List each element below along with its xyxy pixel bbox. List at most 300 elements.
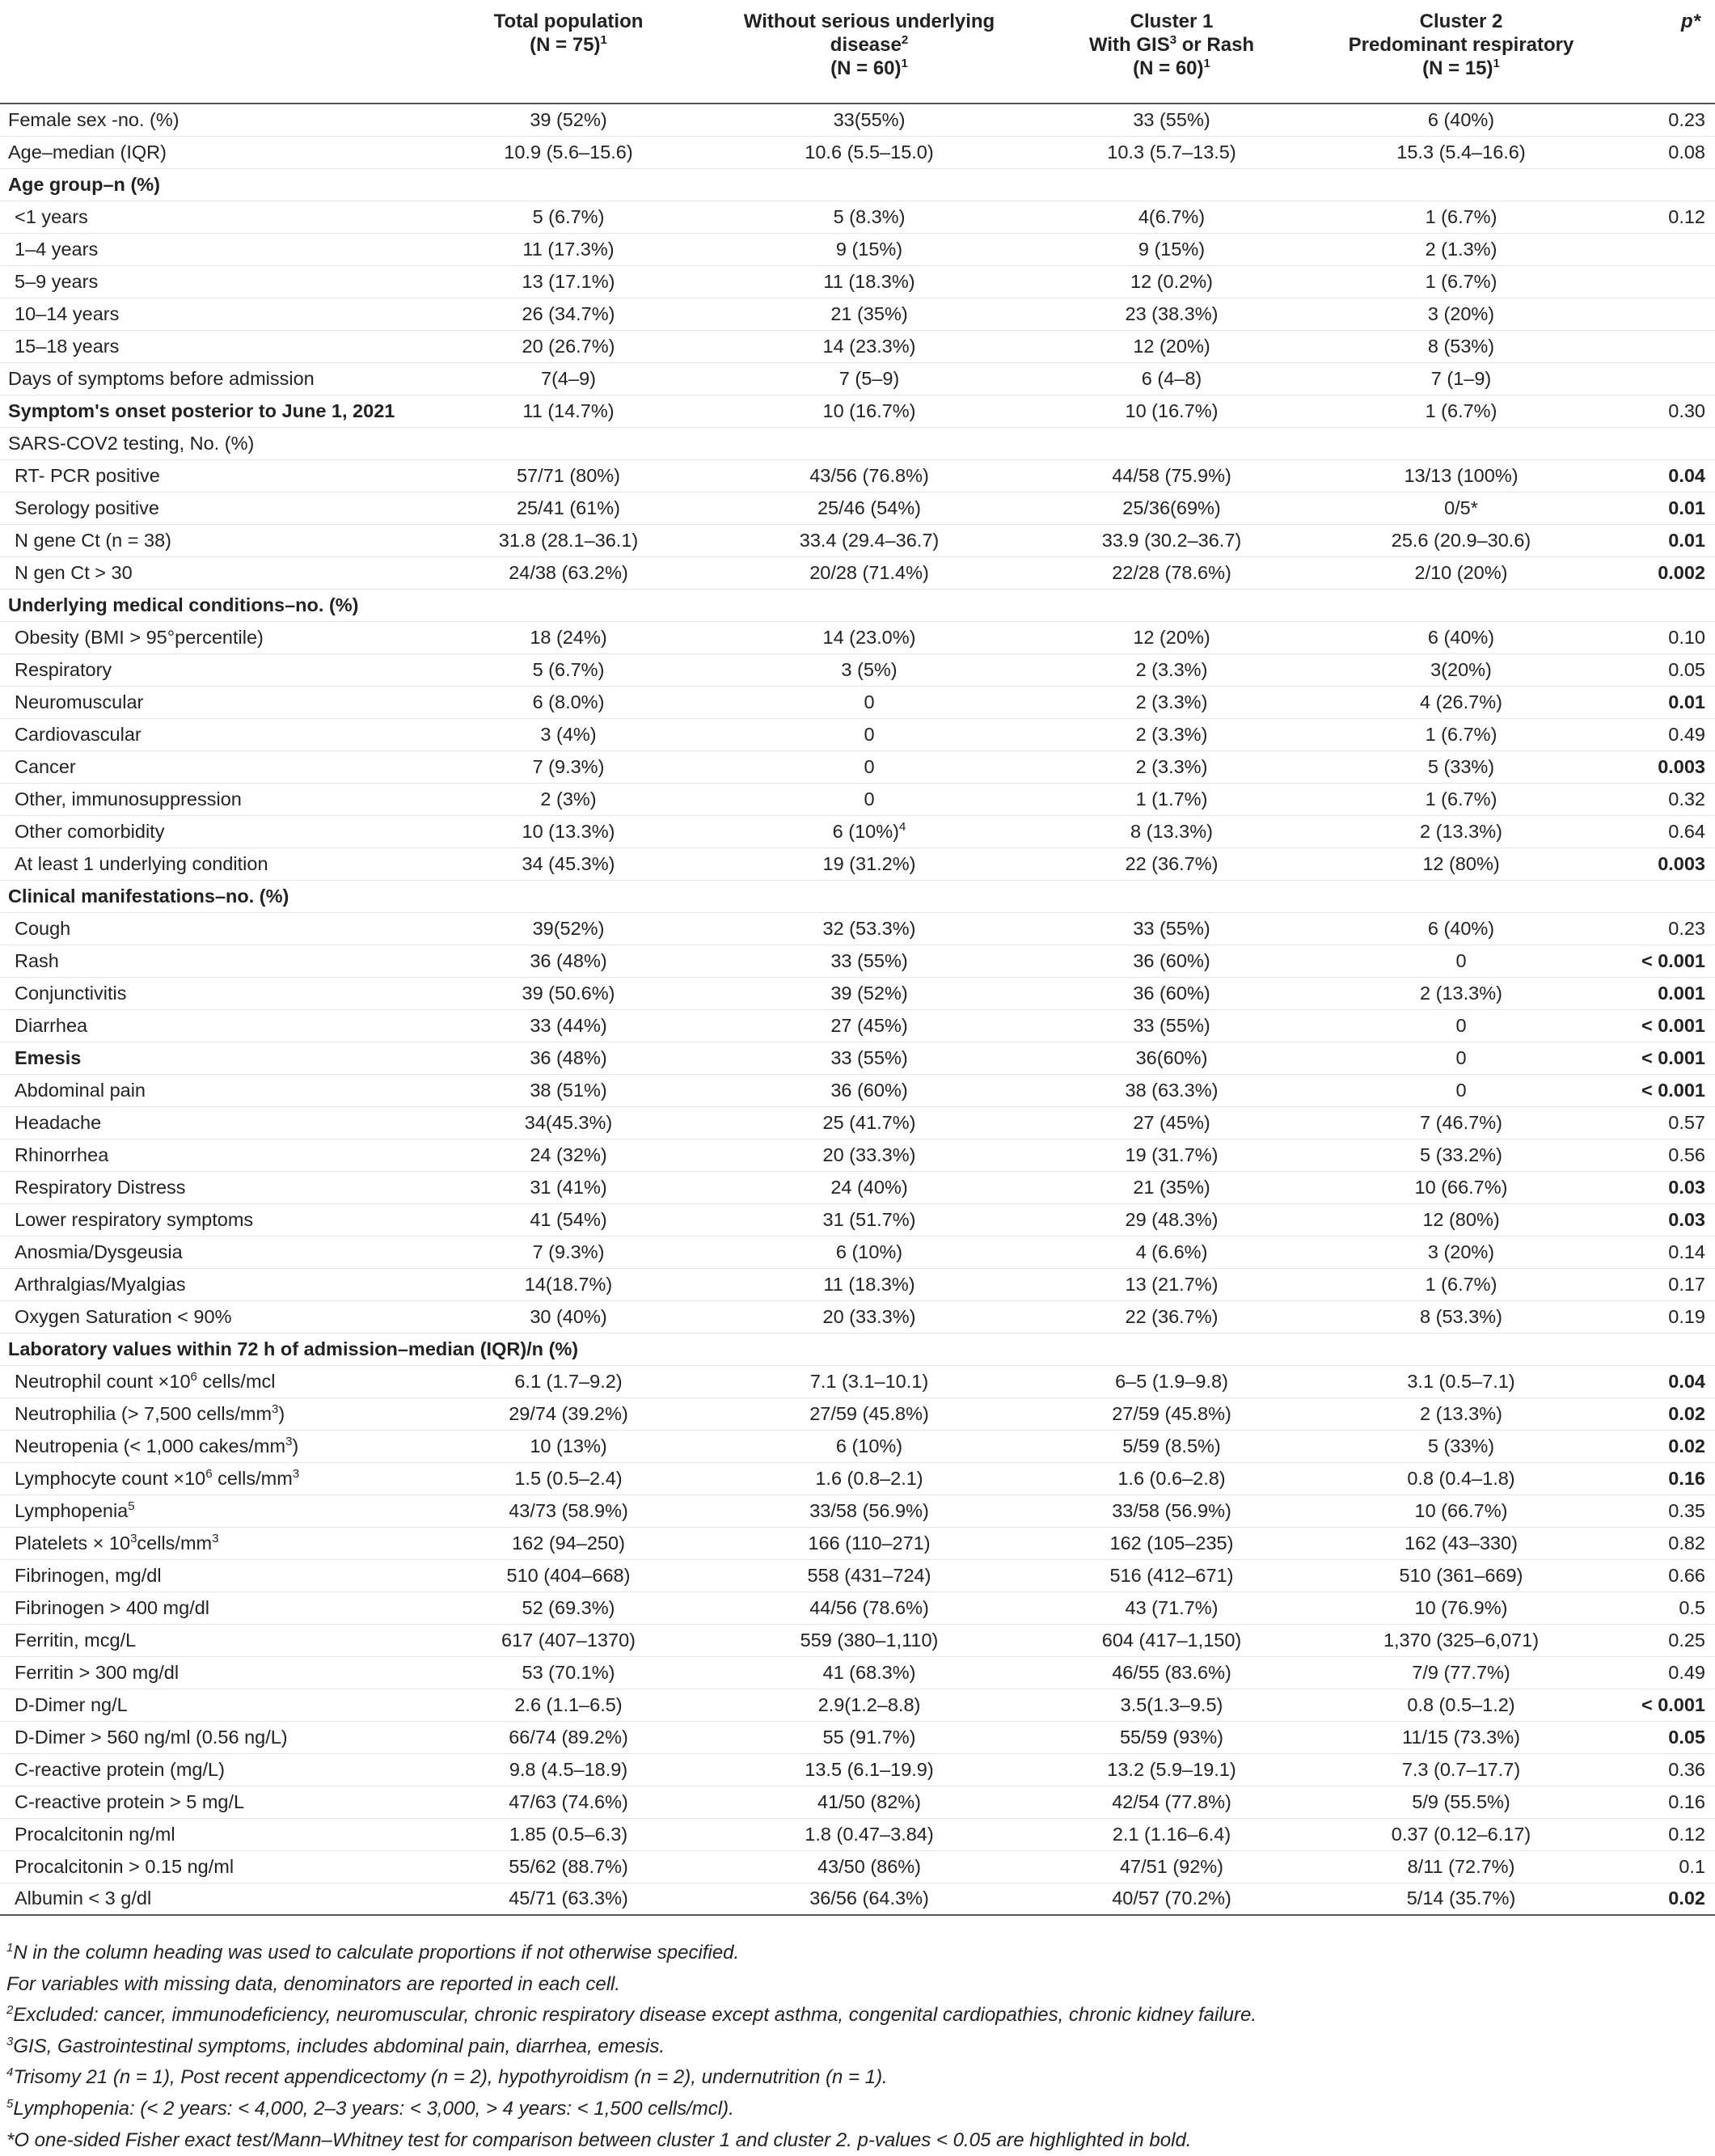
cell-c1: [429, 136, 708, 168]
table-row: [0, 1236, 1715, 1268]
cell-c4: [1313, 362, 1609, 395]
cell-p-value: 0.49: [1609, 1656, 1715, 1689]
row-label: [0, 1689, 429, 1721]
row-label-text: Respiratory Distress: [15, 1176, 186, 1198]
cell-c2: [708, 1009, 1030, 1042]
footnote-ref: 3: [1169, 33, 1177, 47]
cell-value: 33 (55%): [1133, 1014, 1210, 1036]
cell-p-value: 0.003: [1609, 848, 1715, 880]
cell-c3: [1030, 589, 1313, 621]
cell-value: 20/28 (71.4%): [809, 561, 929, 583]
cell-c2: [708, 718, 1030, 750]
cell-value: 5/9 (55.5%): [1412, 1790, 1510, 1812]
row-label: [0, 653, 429, 686]
row-label: [0, 1009, 429, 1042]
cell-value: 1 (1.7%): [1135, 788, 1208, 810]
cell-c3: [1030, 977, 1313, 1009]
cell-value: 43 (71.7%): [1125, 1596, 1219, 1618]
cell-value: 10.6 (5.5–15.0): [805, 141, 934, 163]
cell-c2: [708, 1171, 1030, 1203]
cell-value: 25/36(69%): [1122, 497, 1221, 518]
cell-value: 6 (40%): [1427, 108, 1495, 130]
row-label-tail: cells/mm: [137, 1532, 213, 1554]
cell-c3: [1030, 718, 1313, 750]
cell-c4: [1313, 912, 1609, 945]
row-label-text: Symptom's onset posterior to June 1, 2021: [8, 399, 395, 421]
cell-value: 2.6 (1.1–6.5): [514, 1693, 623, 1715]
header-cluster-1: [1030, 0, 1313, 104]
cell-value: 13.5 (6.1–19.9): [805, 1758, 934, 1780]
row-label: [0, 1300, 429, 1333]
cell-c2: [708, 298, 1030, 330]
table-row: [0, 1106, 1715, 1139]
cell-c1: [429, 1009, 708, 1042]
cell-value: 22 (36.7%): [1125, 852, 1219, 874]
footnote-text: N in the column heading was used to calculate proportions if not otherwise specified.: [13, 1942, 740, 1964]
row-label-text: Serology positive: [15, 497, 159, 518]
row-label-text: Female sex -no. (%): [8, 108, 180, 130]
row-label-text: D-Dimer > 560 ng/ml (0.56 ng/L): [15, 1726, 288, 1748]
cell-c4: [1313, 686, 1609, 718]
table-row: [0, 653, 1715, 686]
cell-value: 42/54 (77.8%): [1112, 1790, 1231, 1812]
table-row: [0, 1592, 1715, 1624]
label-superscript: 6: [190, 1369, 197, 1384]
row-label: [0, 718, 429, 750]
header-text: Total population: [493, 11, 644, 32]
footnote-text: Lymphopenia: (< 2 years: < 4,000, 2–3 years: < 3,000, > 4 years: < 1,500 cells/mcl).: [13, 2097, 734, 2120]
cell-p-value: 0.08: [1609, 136, 1715, 168]
cell-value: 10 (76.9%): [1414, 1596, 1508, 1618]
cell-c4: [1313, 1818, 1609, 1850]
cell-c3: [1030, 1818, 1313, 1850]
cell-c2: [708, 750, 1030, 783]
cell-value: 8 (53.3%): [1420, 1305, 1502, 1327]
footnote-marker: 3: [6, 2034, 14, 2048]
row-label-tail: cells/mm: [212, 1467, 293, 1489]
cell-c1: [429, 1883, 708, 1915]
cell-value: 22 (36.7%): [1125, 1305, 1219, 1327]
row-label: [0, 848, 429, 880]
cell-c1: [429, 815, 708, 848]
table-row: [0, 427, 1715, 459]
cell-value: 33 (55%): [830, 949, 908, 971]
cell-value: 166 (110–271): [808, 1532, 931, 1554]
row-label-text: 15–18 years: [15, 335, 120, 357]
cell-p-value: 0.36: [1609, 1753, 1715, 1786]
cell-value: 2 (3.3%): [1135, 755, 1208, 777]
cell-c2: [708, 1494, 1030, 1527]
row-label: [0, 1139, 429, 1171]
table-row: [0, 1074, 1715, 1106]
cell-value: 10 (13%): [530, 1435, 607, 1456]
cell-value: 25.6 (20.9–30.6): [1391, 529, 1531, 551]
cell-c1: [429, 233, 708, 265]
cell-value: 7.3 (0.7–17.7): [1401, 1758, 1521, 1780]
cell-c3: [1030, 1494, 1313, 1527]
footnote-ref: 2: [901, 33, 909, 47]
cell-value: 26 (34.7%): [522, 302, 615, 324]
cell-value: 4 (6.6%): [1135, 1241, 1208, 1262]
cell-c3: [1030, 783, 1313, 815]
row-label: [0, 686, 429, 718]
row-label: [0, 524, 429, 556]
cell-value: 10 (16.7%): [822, 399, 916, 421]
cell-c4: [1313, 880, 1609, 912]
cell-c3: [1030, 1397, 1313, 1430]
cell-c1: [429, 848, 708, 880]
cell-c4: [1313, 1300, 1609, 1333]
row-label-text: Headache: [15, 1111, 102, 1133]
table-row: [0, 750, 1715, 783]
cell-c1: [429, 1592, 708, 1624]
row-label-text: Lower respiratory symptoms: [15, 1208, 254, 1230]
cell-p-value: 0.02: [1609, 1883, 1715, 1915]
cell-value: 12 (80%): [1422, 852, 1500, 874]
cell-value: 19 (31.7%): [1125, 1144, 1219, 1165]
cell-value: 34(45.3%): [524, 1111, 613, 1133]
cell-c4: [1313, 168, 1609, 201]
cell-c4: [1313, 1689, 1609, 1721]
cell-c2: [708, 945, 1030, 977]
cell-value: 1 (6.7%): [1425, 1273, 1497, 1295]
cell-value: 5 (8.3%): [833, 205, 906, 227]
cell-c4: [1313, 330, 1609, 362]
cell-value: 33.4 (29.4–36.7): [799, 529, 940, 551]
table-row: [0, 945, 1715, 977]
cell-c4: [1313, 815, 1609, 848]
cell-value: 18 (24%): [530, 626, 607, 648]
table-row: [0, 298, 1715, 330]
table-row: [0, 201, 1715, 233]
cell-value: 0: [864, 691, 875, 712]
cell-c3: [1030, 1786, 1313, 1818]
cell-p-value: 0.64: [1609, 815, 1715, 848]
footnote-marker: 1: [6, 1941, 14, 1955]
cell-p-value: < 0.001: [1609, 1009, 1715, 1042]
cell-c3: [1030, 750, 1313, 783]
table-row: [0, 1559, 1715, 1592]
cell-c2: [708, 395, 1030, 427]
cell-c2: [708, 330, 1030, 362]
cell-value: 162 (105–235): [1109, 1532, 1234, 1554]
cell-value: 5/14 (35.7%): [1406, 1888, 1516, 1909]
cell-value: 31 (41%): [530, 1176, 607, 1198]
header-cluster-2: [1313, 0, 1609, 104]
footnote-line: [6, 1969, 1704, 2001]
cell-c2: [708, 168, 1030, 201]
cell-value: 22/28 (78.6%): [1112, 561, 1231, 583]
cell-value: 24 (32%): [530, 1144, 607, 1165]
cell-c3: [1030, 395, 1313, 427]
cell-c3: [1030, 427, 1313, 459]
cell-value: 0: [1455, 1046, 1467, 1068]
row-label-text: Emesis: [15, 1046, 82, 1068]
row-label: [0, 1236, 429, 1268]
cell-p-value: 0.01: [1609, 492, 1715, 524]
row-label: [0, 1042, 429, 1074]
row-label: [0, 1106, 429, 1139]
cell-value: 617 (407–1370): [501, 1629, 636, 1651]
cell-value: 14 (23.3%): [822, 335, 916, 357]
row-label-text: Ferritin > 300 mg/dl: [15, 1661, 180, 1683]
table-row: [0, 1689, 1715, 1721]
row-label-text: Days of symptoms before admission: [8, 367, 315, 389]
row-label-text: N gen Ct > 30: [15, 561, 133, 583]
cell-value: 10.9 (5.6–15.6): [504, 141, 633, 163]
cell-c3: [1030, 556, 1313, 589]
cell-c4: [1313, 1365, 1609, 1397]
cell-value: 36/56 (64.3%): [809, 1888, 929, 1909]
cell-c3: [1030, 459, 1313, 492]
cell-p-value: < 0.001: [1609, 1074, 1715, 1106]
cell-c1: [429, 1462, 708, 1494]
row-label: [0, 1074, 429, 1106]
cell-value: 25/46 (54%): [817, 497, 922, 518]
cell-c2: [708, 1592, 1030, 1624]
footnote-text: Excluded: cancer, immunodeficiency, neuromuscular, chronic respiratory disease except asthma, congenital cardiopathies, chronic kidney failure.: [13, 2004, 1257, 2027]
cell-c1: [429, 330, 708, 362]
header-text: Without serious underlying disease: [743, 11, 995, 56]
cell-value: 5 (33%): [1427, 1435, 1495, 1456]
cell-p-value: 0.16: [1609, 1462, 1715, 1494]
cell-c2: [708, 1883, 1030, 1915]
cell-value: 11 (17.3%): [522, 238, 615, 260]
cell-p-value: 0.1: [1609, 1850, 1715, 1883]
cell-p-value: 0.17: [1609, 1268, 1715, 1300]
cell-c2: [708, 1139, 1030, 1171]
cell-value: 33 (55%): [1133, 917, 1210, 939]
cell-value: 1.5 (0.5–2.4): [514, 1467, 623, 1489]
cell-value: 33/58 (56.9%): [809, 1499, 929, 1521]
row-label: [0, 977, 429, 1009]
table-row: [0, 556, 1715, 589]
cell-c1: [429, 1786, 708, 1818]
cell-c4: [1313, 1106, 1609, 1139]
footnote-ref: 1: [1493, 57, 1500, 70]
table-row: [0, 1883, 1715, 1915]
cell-c1: [429, 1397, 708, 1430]
cell-value: 0: [1455, 949, 1467, 971]
cell-c4: [1313, 136, 1609, 168]
row-label-text: 5–9 years: [15, 270, 99, 292]
row-label-text: SARS-COV2 testing, No. (%): [8, 432, 255, 454]
table-row: [0, 783, 1715, 815]
cell-p-value: 0.05: [1609, 653, 1715, 686]
table-row: [0, 233, 1715, 265]
cell-value: 6 (8.0%): [532, 691, 605, 712]
cell-value: 40/57 (70.2%): [1112, 1888, 1231, 1909]
cell-value: 31 (51.7%): [822, 1208, 916, 1230]
footnote-line: [6, 2125, 1704, 2156]
row-label-text: Albumin < 3 g/dl: [15, 1888, 152, 1909]
row-label-text: <1 years: [15, 205, 88, 227]
cell-c1: [429, 298, 708, 330]
cell-c2: [708, 1527, 1030, 1559]
cell-value: 53 (70.1%): [522, 1661, 615, 1683]
cell-value: 20 (33.3%): [822, 1144, 916, 1165]
cell-value: 4 (26.7%): [1420, 691, 1502, 712]
cell-value: 1 (6.7%): [1425, 399, 1497, 421]
table-row: [0, 1203, 1715, 1236]
table-row: [0, 1786, 1715, 1818]
table-row: [0, 1818, 1715, 1850]
cell-value: 2.9(1.2–8.8): [817, 1693, 921, 1715]
cell-value: 2 (3.3%): [1135, 658, 1208, 680]
row-label-text: Lymphopenia: [15, 1499, 129, 1521]
cell-c1: [429, 1753, 708, 1786]
label-superscript: 3: [272, 1401, 279, 1416]
cell-c3: [1030, 1009, 1313, 1042]
row-label: [0, 1721, 429, 1753]
cell-value: 27 (45%): [830, 1014, 908, 1036]
cell-p-value: < 0.001: [1609, 945, 1715, 977]
cell-p-value: 0.03: [1609, 1203, 1715, 1236]
cell-c2: [708, 1721, 1030, 1753]
cell-value: 6 (10%): [835, 1435, 903, 1456]
row-label-text: Oxygen Saturation < 90%: [15, 1305, 232, 1327]
cell-value: 3 (5%): [841, 658, 898, 680]
cell-value: 38 (63.3%): [1125, 1079, 1219, 1101]
cell-value: 2 (3.3%): [1135, 691, 1208, 712]
cell-value: 33.9 (30.2–36.7): [1101, 529, 1242, 551]
cell-value: 510 (404–668): [506, 1564, 631, 1586]
cell-value: 8/11 (72.7%): [1407, 1855, 1515, 1877]
cell-value: 6 (40%): [1427, 917, 1495, 939]
cell-value: 32 (53.3%): [822, 917, 916, 939]
cell-c1: [429, 912, 708, 945]
cell-c2: [708, 1106, 1030, 1139]
cell-c3: [1030, 1268, 1313, 1300]
cell-c3: [1030, 621, 1313, 653]
cell-value: 20 (26.7%): [522, 335, 615, 357]
row-label: [0, 1462, 429, 1494]
table-section-row: [0, 1042, 1715, 1074]
cell-c4: [1313, 1850, 1609, 1883]
cell-p-value: 0.03: [1609, 1171, 1715, 1203]
row-label-text: Cardiovascular: [15, 723, 142, 745]
cell-p-value: 0.02: [1609, 1397, 1715, 1430]
cell-value: 10 (66.7%): [1414, 1176, 1508, 1198]
cell-value: 25 (41.7%): [822, 1111, 916, 1133]
cell-c2: [708, 977, 1030, 1009]
cell-value: 44/58 (75.9%): [1112, 464, 1231, 486]
row-label: [0, 1883, 429, 1915]
cell-value: 39(52%): [532, 917, 605, 939]
header-p-value: p*: [1609, 0, 1715, 104]
table-row: [0, 1624, 1715, 1656]
row-label-text: 10–14 years: [15, 302, 120, 324]
cell-value: 11 (18.3%): [823, 270, 915, 292]
cell-c3: [1030, 815, 1313, 848]
header-text: (N = 75): [530, 34, 601, 56]
cell-value: 0.37 (0.12–6.17): [1391, 1823, 1531, 1845]
cell-c3: [1030, 298, 1313, 330]
table-row: [0, 362, 1715, 395]
footnote-text: Trisomy 21 (n = 1), Post recent appendicectomy (n = 2), hypothyroidism (n = 2), undernutrition (n = 1).: [13, 2066, 888, 2089]
cell-c2: [708, 686, 1030, 718]
cell-p-value: 0.01: [1609, 524, 1715, 556]
row-label: [0, 1171, 429, 1203]
footnote-text: GIS, Gastrointestinal symptoms, includes abdominal pain, diarrhea, emesis.: [13, 2035, 665, 2057]
row-label-tail: ): [292, 1435, 299, 1456]
row-label-text: Fibrinogen, mg/dl: [15, 1564, 162, 1586]
cell-c4: [1313, 977, 1609, 1009]
cell-value: 0: [1455, 1014, 1467, 1036]
cell-value: 20 (33.3%): [822, 1305, 916, 1327]
cell-c4: [1313, 1559, 1609, 1592]
cell-c2: [708, 459, 1030, 492]
cell-value: 33 (55%): [1133, 108, 1210, 130]
cell-value: 3.5(1.3–9.5): [1120, 1693, 1223, 1715]
cell-c4: [1313, 621, 1609, 653]
cell-c1: [429, 395, 708, 427]
table-row: [0, 977, 1715, 1009]
cell-c4: [1313, 1527, 1609, 1559]
row-label: [0, 362, 429, 395]
cell-c1: [429, 589, 708, 621]
cell-value: 39 (52%): [530, 108, 607, 130]
cell-c4: [1313, 783, 1609, 815]
cell-c3: [1030, 1365, 1313, 1397]
cell-value: 10 (66.7%): [1414, 1499, 1508, 1521]
cell-value: 11 (14.7%): [522, 399, 615, 421]
cell-p-value: [1609, 298, 1715, 330]
cell-c4: [1313, 1721, 1609, 1753]
cell-value: 3.1 (0.5–7.1): [1407, 1370, 1515, 1392]
cell-c1: [429, 168, 708, 201]
cell-p-value: 0.003: [1609, 750, 1715, 783]
cell-value: 23 (38.3%): [1125, 302, 1219, 324]
cell-p-value: 0.25: [1609, 1624, 1715, 1656]
row-label-text: Rash: [15, 949, 59, 971]
cell-p-value: 0.57: [1609, 1106, 1715, 1139]
table-header: [0, 0, 1715, 104]
cell-value: 27/59 (45.8%): [809, 1402, 929, 1424]
cell-c2: [708, 1850, 1030, 1883]
row-label: [0, 298, 429, 330]
row-label-text: Underlying medical conditions–no. (%): [8, 594, 359, 615]
cell-c3: [1030, 1527, 1313, 1559]
cell-c1: [429, 427, 708, 459]
cell-p-value: 0.30: [1609, 395, 1715, 427]
cell-c2: [708, 880, 1030, 912]
cell-c2: [708, 556, 1030, 589]
row-label: [0, 168, 429, 201]
header-text: or Rash: [1176, 34, 1255, 56]
cell-c2: [708, 1365, 1030, 1397]
cell-c3: [1030, 1656, 1313, 1689]
row-label: [0, 1430, 429, 1462]
row-label-text: Ferritin, mcg/L: [15, 1629, 137, 1651]
label-superscript: 3: [292, 1466, 300, 1481]
cell-p-value: 0.12: [1609, 1818, 1715, 1850]
cell-value: 6 (4–8): [1141, 367, 1202, 389]
footnote-ref: 4: [898, 819, 906, 834]
cell-c4: [1313, 1236, 1609, 1268]
cell-c1: [429, 1721, 708, 1753]
table-section-row: [0, 395, 1715, 427]
cell-value: 3 (20%): [1427, 1241, 1495, 1262]
table-row: [0, 1656, 1715, 1689]
cell-value: 9 (15%): [835, 238, 903, 260]
cell-c4: [1313, 201, 1609, 233]
cell-c3: [1030, 1689, 1313, 1721]
cell-p-value: 0.23: [1609, 104, 1715, 136]
cell-c1: [429, 621, 708, 653]
table-row: [0, 1300, 1715, 1333]
footnote-line: [6, 2000, 1704, 2031]
